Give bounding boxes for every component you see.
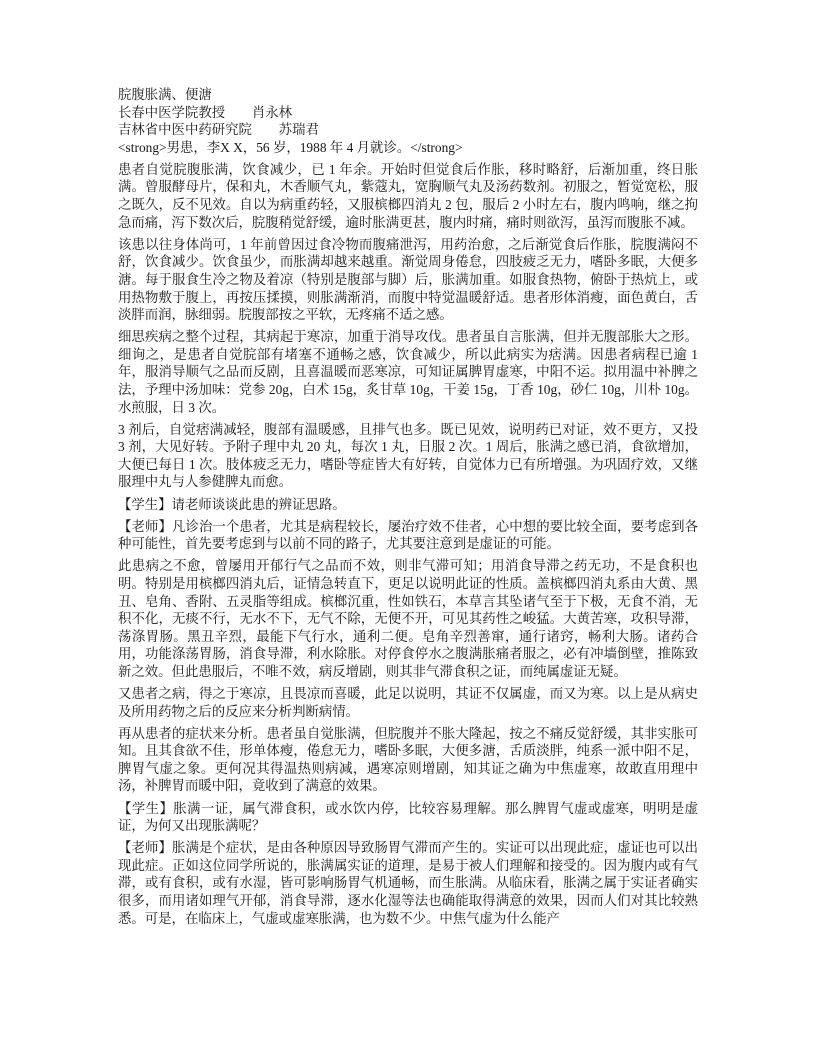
paragraph-student-question-1: 【学生】请老师谈谈此患的辨证思路。 bbox=[118, 496, 346, 512]
author-line-professor: 长春中医学院教授 肖永林 bbox=[118, 104, 293, 120]
paragraph-teacher-answer-1: 【老师】凡诊治一个患者，尤其是病程较长，屡治疗效不佳者，心中想的要比较全面，要考虑到各种可能性，首先要考虑到与以前不同的路子，尤其要注意到是虚证的可能。 bbox=[118, 518, 698, 552]
paragraph-cold-deficiency-analysis: 又患者之病，得之于寒凉，且畏凉而喜暖，此足以说明，其证不仅属虚，而又为寒。以上是从病史及所用药物之后的反应来分析判断病情。 bbox=[118, 686, 698, 719]
paragraph-treatment-outcome: 3 剂后，自觉痞满减轻，腹部有温暖感，且排气也多。既已见效，说明药已对证，效不更方，又投 3 剂，大见好转。予附子理中丸 20 丸，每次 1 丸，日服 2 次。1 周后，胀满之感已消，食欲增加，大便已每日 1 次。肢体疲乏无力，嗜卧等症皆大有好转，自觉体力已有所增强。为巩固疗效，又继服理中丸与人参健脾丸而愈。 bbox=[118, 421, 702, 490]
paragraph-medical-history: 该患以往身体尚可，1 年前曾因过食冷物而腹痛泄泻，用药治愈，之后渐觉食后作胀，脘腹满闷不舒，饮食减少。饮食虽少，而胀满却越来越重。渐觉周身倦怠，四肢疲乏无力，嗜卧多眠，大便多溏。每于服食生冷之物及着凉（特别是腹部与脚）后，胀满加重。如服食热物，俯卧于热炕上，或用热物敷于腹上，再按压揉摸，则胀满渐消，而腹中特觉温暖舒适。患者形体消瘦，面色黄白，舌淡胖而润，脉细弱。脘腹部按之平软，无疼痛不适之感。 bbox=[118, 236, 698, 323]
author-line-researcher: 吉林省中医中药研究院 苏瑞君 bbox=[118, 122, 319, 138]
case-intro-line: <strong>男患，李X X，56 岁，1988 年 4 月就诊。</strong> bbox=[118, 139, 463, 155]
paragraph-drug-analysis: 此患病之不愈，曾屡用开郁行气之品而不效，则非气滞可知；用消食导滞之药无功，不是食积也明。特别是用槟榔四消丸后，证情急转直下，更足以说明此证的性质。盖槟榔四消丸系由大黄、黑丑、皂角、香附、五灵脂等组成。槟榔沉重，性如铁石，本草言其坠诸气至于下极，无食不消，无积不化，无痰不行，无水不下，无气不除，无便不开，可见其药性之峻猛。大黄苦寒，攻积导滞，荡涤胃肠。黑丑辛烈，最能下气行水，通利二便。皂角辛烈善窜，通行诸窍，畅利大肠。诸药合用，功能涤荡胃肠，消食导滞，利水除胀。对停食停水之腹满胀痛者服之，必有冲墙倒壁，推陈致新之效。但此患服后，不唯不效，病反增剧，则其非气滞食积之证，而纯属虚证无疑。 bbox=[118, 558, 698, 679]
paragraph-symptom-analysis: 再从患者的症状来分析。患者虽自觉胀满，但脘腹并不胀大隆起，按之不痛反觉舒缓，其非实胀可知。且其食欲不佳，形单体瘦，倦怠无力，嗜卧多眠，大便多溏，舌质淡胖，纯系一派中阳不足，脾胃气虚之象。更何况其得温热则病减，遇寒凉则增剧，知其证之确为中焦虚寒，故敢直用理中汤，补脾胃而暖中阳，竟收到了满意的效果。 bbox=[118, 725, 698, 794]
paragraph-student-question-2: 【学生】胀满一证，属气滞食积，或水饮内停，比较容易理解。那么脾胃气虚或虚寒，明明是虚证，为何又出现胀满呢？ bbox=[118, 800, 698, 834]
paragraph-teacher-answer-2: 【老师】胀满是个症状，是由各种原因导致肠胃气滞而产生的。实证可以出现此症，虚证也可以出现此症。正如这位同学所说的，胀满属实证的道理，是易于被人们理解和接受的。因为腹内或有气滞，或有食积，或有水湿，皆可影响肠胃气机通畅，而生胀满。从临床看，胀满之属于实证者确实很多，而用诸如理气开郁，消食导滞，逐水化湿等法也确能取得满意的效果，因而人们对其比较熟悉。可是，在临床上，气虚或虚寒胀满，也为数不少。中焦气虚为什么能产 bbox=[118, 840, 698, 926]
page-title: 脘腹胀满、便溏 bbox=[118, 87, 212, 102]
paragraph-chief-complaint: 患者自觉脘腹胀满，饮食减少，已 1 年余。开始时但觉食后作胀，移时略舒，后渐加重，终日胀满。曾服酵母片，保和丸，木香顺气丸，紫蔻丸，宽胸顺气丸及汤药数剂。初服之，暂觉宽松，服之既久，反不见效。自以为病重药轻，又服槟榔四消丸 2 包，服后 2 小时左右，腹内鸣响，继之拘急而痛，泻下数次后，脘腹稍觉舒缓，逾时胀满更甚，腹内时痛，痛时则欲泻，虽泻而腹胀不减。 bbox=[118, 161, 698, 230]
paragraph-diagnosis-prescription: 细思疾病之整个过程，其病起于寒凉，加重于消导攻伐。患者虽自言胀满，但并无腹部胀大之形。细询之，是患者自觉脘部有堵塞不通畅之感，饮食减少，所以此病实为痞满。因患者病程已逾 1 年，服消导顺气之品而反剧，且喜温暖而恶寒凉，可知证属脾胃虚寒，中阳不运。拟用温中补脾之法，予理中汤加味：党参 20g，白术 15g，炙甘草 10g，干姜 15g，丁香 10g，砂仁 10g，川朴 10g。水煎服，日 3 次。 bbox=[118, 329, 702, 415]
